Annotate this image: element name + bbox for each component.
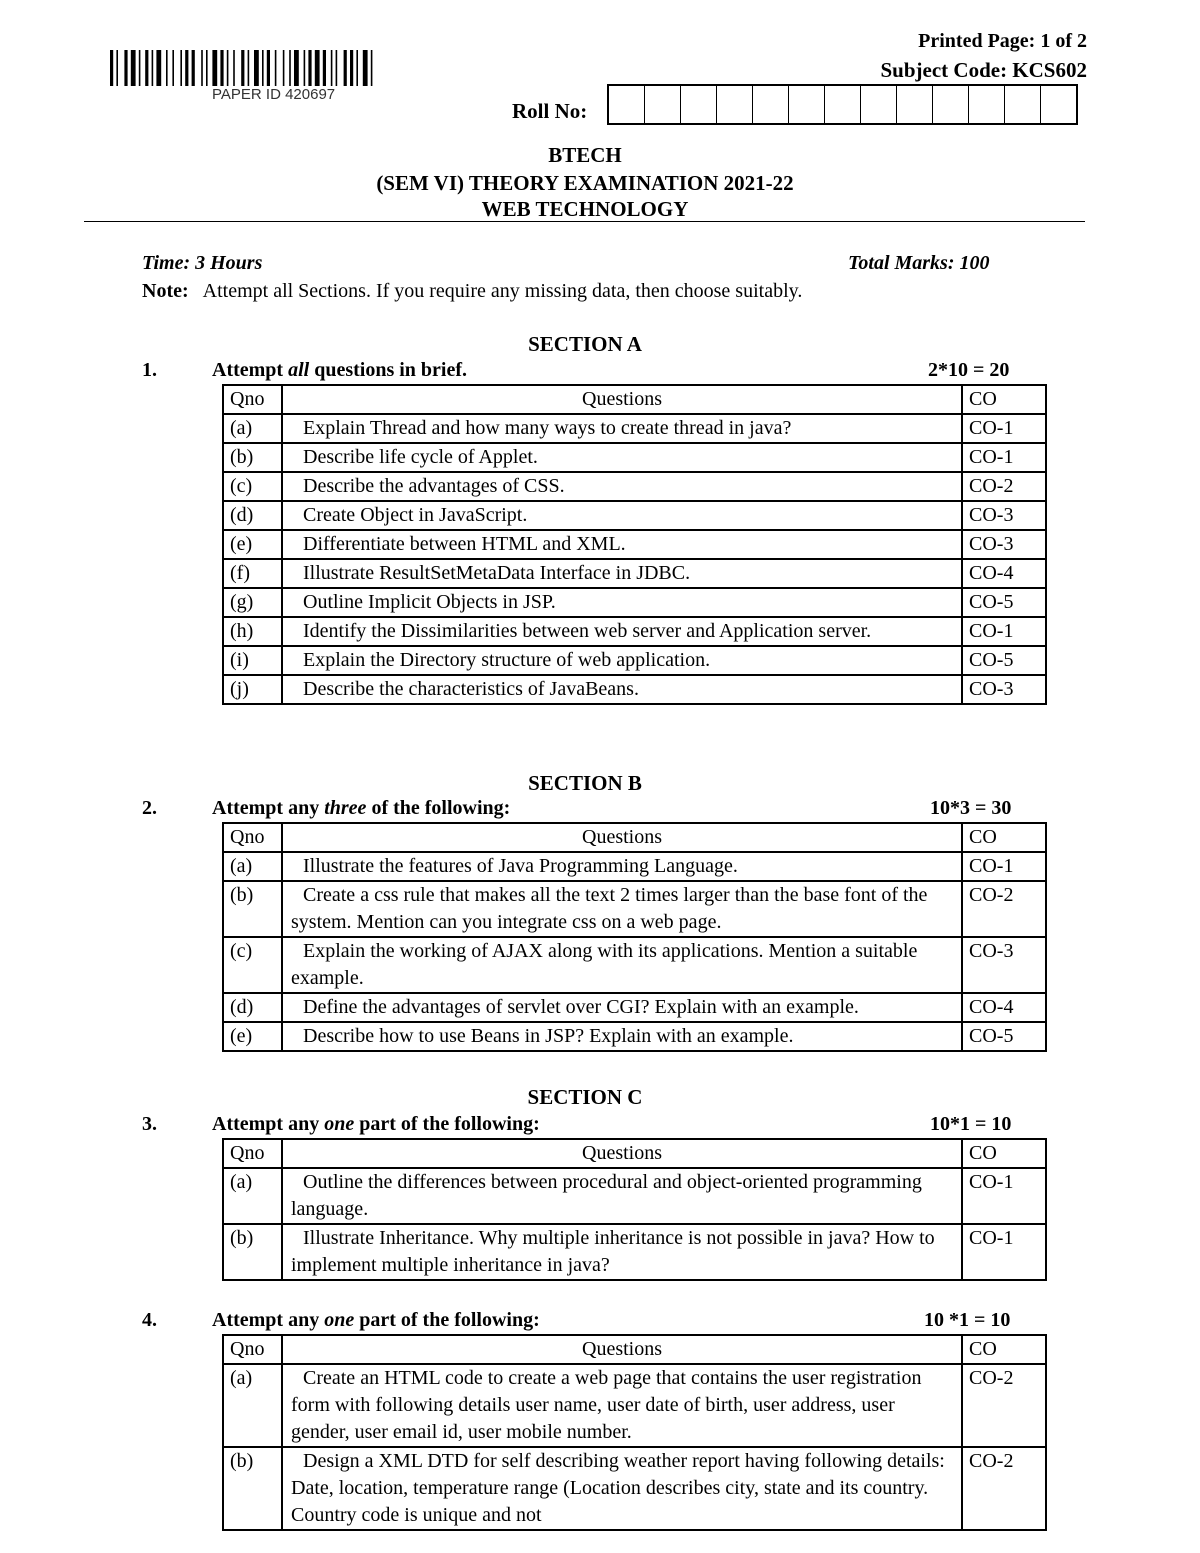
course-outcome: CO-2 [962,472,1046,501]
section-a-table [222,384,1047,705]
subject-title: WEB TECHNOLOGY [481,197,689,221]
question-text-cell [282,1168,962,1224]
course-outcome: CO-5 [962,588,1046,617]
table-header-row [223,385,1046,414]
question-text: Describe the characteristics of JavaBeans. [303,678,639,700]
question-text-cell [282,852,962,881]
header-divider [84,221,1085,222]
question-3-number: 3. [142,1113,157,1135]
question-text: Explain the working of AJAX along with its applications. Mention a suitable example. [291,940,918,989]
question-text-cell [282,530,962,559]
question-label: (j) [223,675,282,704]
question-text: Explain Thread and how many ways to create thread in java? [303,417,792,439]
question-row [223,646,1046,675]
question-row [223,1022,1046,1051]
question-text: Create an HTML code to create a web page that contains the user registration form with following details user name, user date of birth, user address, user gender, user email id, user mobile number. [291,1367,922,1443]
course-outcome: CO-1 [962,1168,1046,1224]
degree-title: BTECH [548,143,622,167]
course-outcome: CO-2 [962,1364,1046,1447]
question-text: Describe the advantages of CSS. [303,475,565,497]
question-label: (a) [223,1364,282,1447]
barcode [110,50,455,86]
question-label: (h) [223,617,282,646]
question-text-cell [282,559,962,588]
question-label: (g) [223,588,282,617]
total-marks: Total Marks: 100 [848,252,990,274]
question-label: (b) [223,1224,282,1280]
question-label: (e) [223,530,282,559]
question-text-cell [282,443,962,472]
course-outcome: CO-3 [962,530,1046,559]
section-a-title: SECTION A [528,332,642,356]
question-row [223,443,1046,472]
column-header-questions: Questions [282,1139,962,1168]
column-header-qno: Qno [223,1335,282,1364]
question-2-number: 2. [142,797,157,819]
question-text-cell [282,501,962,530]
course-outcome: CO-5 [962,646,1046,675]
column-header-qno: Qno [223,385,282,414]
course-outcome: CO-1 [962,617,1046,646]
question-text: Create Object in JavaScript. [303,504,528,526]
column-header-questions: Questions [282,1335,962,1364]
section-b-table [222,822,1047,1052]
question-4-marks: 10 *1 = 10 [924,1309,1011,1331]
printed-page: Printed Page: 1 of 2 [918,30,1087,52]
course-outcome: CO-3 [962,675,1046,704]
exam-title: (SEM VI) THEORY EXAMINATION 2021-22 [376,171,794,195]
table-header-row [223,823,1046,852]
question-label: (c) [223,472,282,501]
column-header-co: CO [962,385,1046,414]
course-outcome: CO-1 [962,443,1046,472]
question-4-number: 4. [142,1309,157,1331]
question-1-marks: 2*10 = 20 [928,359,1010,381]
exam-time: Time: 3 Hours [142,252,263,274]
note-label: Note: [142,280,189,302]
roll-no-label: Roll No: [512,99,588,123]
column-header-co: CO [962,823,1046,852]
question-label: (d) [223,993,282,1022]
question-text-cell [282,414,962,443]
column-header-qno: Qno [223,823,282,852]
question-row [223,588,1046,617]
question-4-table [222,1334,1047,1531]
question-text-cell [282,588,962,617]
subject-code: Subject Code: KCS602 [880,58,1087,82]
question-1-number: 1. [142,359,157,381]
question-label: (e) [223,1022,282,1051]
column-header-qno: Qno [223,1139,282,1168]
question-label: (a) [223,414,282,443]
question-2-instruction: Attempt any three of the following: [212,797,511,819]
question-row [223,1364,1046,1447]
question-label: (d) [223,501,282,530]
question-label: (a) [223,852,282,881]
paper-id: PAPER ID 420697 [212,86,336,103]
question-text: Illustrate ResultSetMetaData Interface in JDBC. [303,562,691,584]
question-text-cell [282,1022,962,1051]
question-text: Create a css rule that makes all the text 2 times larger than the base font of the system. Mention can you integrate css on a web page. [291,884,928,933]
note-text: Attempt all Sections. If you require any missing data, then choose suitably. [202,280,803,302]
question-text-cell [282,1447,962,1530]
question-text-cell [282,617,962,646]
question-text: Illustrate Inheritance. Why multiple inheritance is not possible in java? How to implement multiple inheritance in java? [291,1227,935,1276]
question-text-cell [282,1224,962,1280]
question-3-table [222,1138,1047,1281]
question-row [223,501,1046,530]
course-outcome: CO-3 [962,937,1046,993]
column-header-questions: Questions [282,823,962,852]
course-outcome: CO-1 [962,1224,1046,1280]
question-row [223,617,1046,646]
question-text: Explain the Directory structure of web application. [303,649,711,671]
question-row [223,472,1046,501]
question-label: (i) [223,646,282,675]
column-header-co: CO [962,1139,1046,1168]
question-row [223,530,1046,559]
question-text-cell [282,646,962,675]
question-text-cell [282,881,962,937]
question-text: Define the advantages of servlet over CGI? Explain with an example. [303,996,859,1018]
question-row [223,993,1046,1022]
section-c-title: SECTION C [527,1085,643,1109]
question-row [223,852,1046,881]
question-row [223,559,1046,588]
question-row [223,1224,1046,1280]
question-text: Illustrate the features of Java Programming Language. [303,855,738,877]
question-4-instruction: Attempt any one part of the following: [212,1309,540,1331]
question-text: Describe life cycle of Applet. [303,446,538,468]
question-text: Outline Implicit Objects in JSP. [303,591,556,613]
question-text-cell [282,937,962,993]
question-row [223,881,1046,937]
question-label: (b) [223,881,282,937]
question-1-instruction: Attempt all questions in brief. [212,359,468,381]
question-row [223,414,1046,443]
course-outcome: CO-3 [962,501,1046,530]
question-text-cell [282,993,962,1022]
question-text: Differentiate between HTML and XML. [303,533,626,555]
table-header-row [223,1139,1046,1168]
question-label: (f) [223,559,282,588]
question-label: (b) [223,1447,282,1530]
section-b-title: SECTION B [528,771,642,795]
question-3-marks: 10*1 = 10 [930,1113,1012,1135]
question-row [223,1447,1046,1530]
question-row [223,1168,1046,1224]
question-text: Design a XML DTD for self describing weather report having following details: Date, location, temperature range (Location describes city, state and its country. Country code is unique and not [291,1450,945,1526]
question-label: (c) [223,937,282,993]
question-text: Identify the Dissimilarities between web server and Application server. [303,620,872,642]
question-text: Describe how to use Beans in JSP? Explain with an example. [303,1025,794,1047]
course-outcome: CO-5 [962,1022,1046,1051]
question-text-cell [282,1364,962,1447]
course-outcome: CO-1 [962,414,1046,443]
question-3-instruction: Attempt any one part of the following: [212,1113,540,1135]
course-outcome: CO-4 [962,559,1046,588]
question-text-cell [282,472,962,501]
note [142,280,802,303]
course-outcome: CO-1 [962,852,1046,881]
course-outcome: CO-4 [962,993,1046,1022]
course-outcome: CO-2 [962,881,1046,937]
question-2-marks: 10*3 = 30 [930,797,1012,819]
question-row [223,675,1046,704]
course-outcome: CO-2 [962,1447,1046,1530]
question-label: (a) [223,1168,282,1224]
question-label: (b) [223,443,282,472]
column-header-co: CO [962,1335,1046,1364]
roll-no-boxes[interactable] [607,84,1078,125]
column-header-questions: Questions [282,385,962,414]
table-header-row [223,1335,1046,1364]
question-row [223,937,1046,993]
question-text-cell [282,675,962,704]
question-text: Outline the differences between procedural and object-oriented programming language. [291,1171,922,1220]
